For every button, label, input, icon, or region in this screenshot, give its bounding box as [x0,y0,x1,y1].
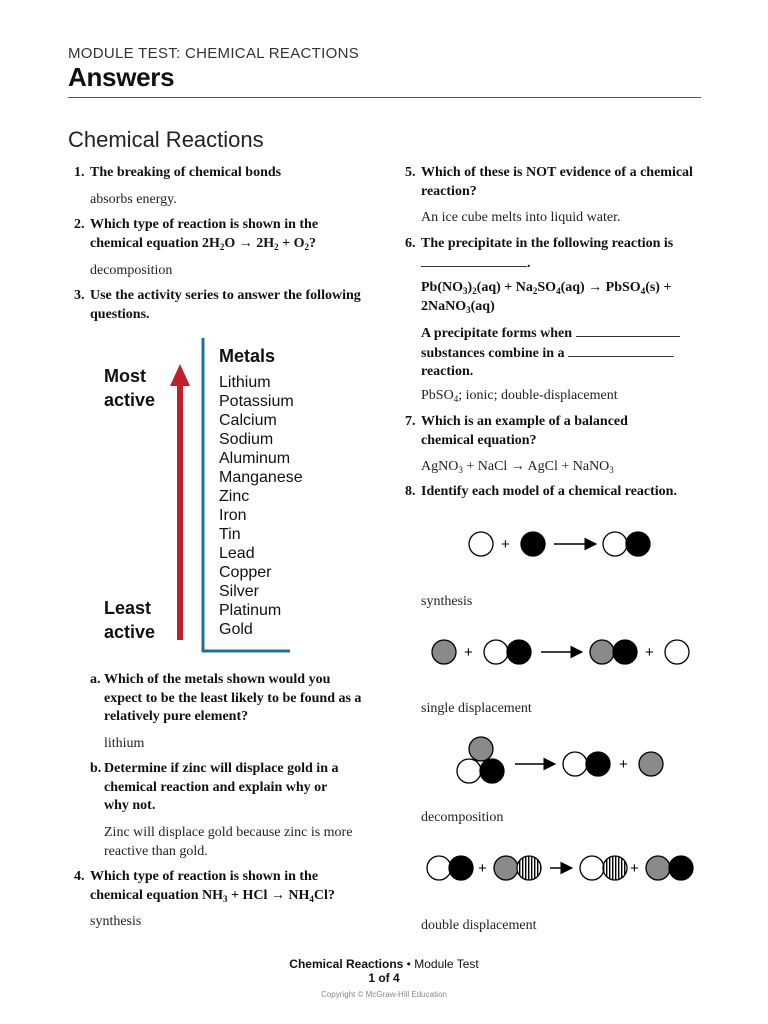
question-7: 7. Which is an example of a balanced chemical equation? [405,414,628,448]
question-number: 1. [74,165,85,180]
question-6: 6. The precipitate in the following reaction is . [405,236,674,271]
metal-sodium: Sodium [219,431,274,448]
model-label-decomposition: decomposition [421,810,504,825]
svg-text:+: + [501,536,510,553]
svg-text:+: + [619,756,628,773]
question-text: Which type of reaction is shown in the [90,217,319,232]
model-label-double-displacement: double displacement [421,918,537,933]
answer-5: An ice cube melts into liquid water. [421,210,621,225]
metal-aluminum: Aluminum [219,450,291,467]
model-double-displacement [427,856,693,880]
svg-text:+: + [464,644,473,661]
question-letter: b. [90,761,102,776]
question-6-prompt: A precipitate forms when substances combine in a reaction. [421,324,680,382]
model-synthesis [469,532,650,556]
metal-silver: Silver [219,583,260,600]
svg-text:+: + [478,860,487,877]
section-title: Chemical Reactions [68,127,264,152]
question-number: 5. [405,165,416,180]
metal-platinum: Platinum [219,602,282,619]
answer-2: decomposition [90,263,173,278]
metal-lead: Lead [219,545,255,562]
least-active-label: Least active [104,598,156,642]
question-number: 3. [74,288,85,303]
answer-1: absorbs energy. [90,192,177,207]
answer-4: synthesis [90,914,142,929]
answer-3a: lithium [104,736,145,751]
answer-7: AgNO$_3$ + NaCl → AgCl + NaNO$_3$ [421,459,614,475]
svg-text:+: + [630,860,639,877]
question-6-equation: $Pb(NO_3)_2(aq) + Na_2SO_4(aq)$ → PbSO$_4$(s) + 2NaNO$_3$(aq) [421,280,672,315]
svg-text:+: + [645,644,654,661]
metal-potassium: Potassium [219,393,294,410]
question-number: 7. [405,414,416,429]
answer-3b: Zinc will displace gold because zinc is more reactive than gold. [104,825,353,859]
metals-heading: Metals [219,346,276,366]
module-kicker: MODULE TEST: CHEMICAL REACTIONS [68,45,360,62]
question-number: 6. [405,236,416,251]
question-text: Use the activity series to answer the following [90,288,361,303]
question-4: 4. Which type of reaction is shown in the chemical equation $NH_3$ + HCl → $NH_4Cl$? [74,869,335,904]
metal-iron: Iron [219,507,247,524]
model-label-single-displacement: single displacement [421,701,532,716]
question-3b: b. Determine if zinc will displace gold in a chemical reaction and explain why or why not. [90,761,339,813]
question-3a: a. Which of the metals shown would you expect to be the least likely to be found as a relatively pure element? [90,672,362,724]
question-text: The breaking of chemical bonds [90,165,282,180]
model-label-synthesis: synthesis [421,594,473,609]
question-number: 8. [405,484,416,499]
question-equation: chemical equation $NH_3$ + HCl → $NH_4Cl$? [90,887,335,904]
footer-title: Chemical Reactions • Module Test [289,957,479,971]
question-letter: a. [90,672,101,687]
metal-copper: Copper [219,564,272,581]
copyright: Copyright © McGraw-Hill Education [321,990,447,999]
metal-zinc: Zinc [219,488,250,505]
metal-lithium: Lithium [219,374,271,391]
model-decomposition [457,737,663,783]
metal-gold: Gold [219,621,253,638]
metal-calcium: Calcium [219,412,277,429]
question-equation: chemical equation $2H_2O \to 2H_2 + O_2$? [90,235,317,252]
metal-manganese: Manganese [219,469,303,486]
question-text-cont: questions. [90,306,150,322]
page-number: 1 of 4 [368,971,400,985]
answer-6: PbSO$_4$; ionic; double-displacement [421,388,618,404]
question-number: 2. [74,217,85,232]
model-single-displacement [432,640,689,664]
question-number: 4. [74,869,85,884]
question-5: 5. Which of these is NOT evidence of a chemical reaction? [405,165,693,199]
page-title: Answers [68,62,175,92]
question-8: 8. Identify each model of a chemical reaction. [421,483,677,502]
metal-tin: Tin [219,526,241,543]
most-active-label: Most active [104,366,156,410]
